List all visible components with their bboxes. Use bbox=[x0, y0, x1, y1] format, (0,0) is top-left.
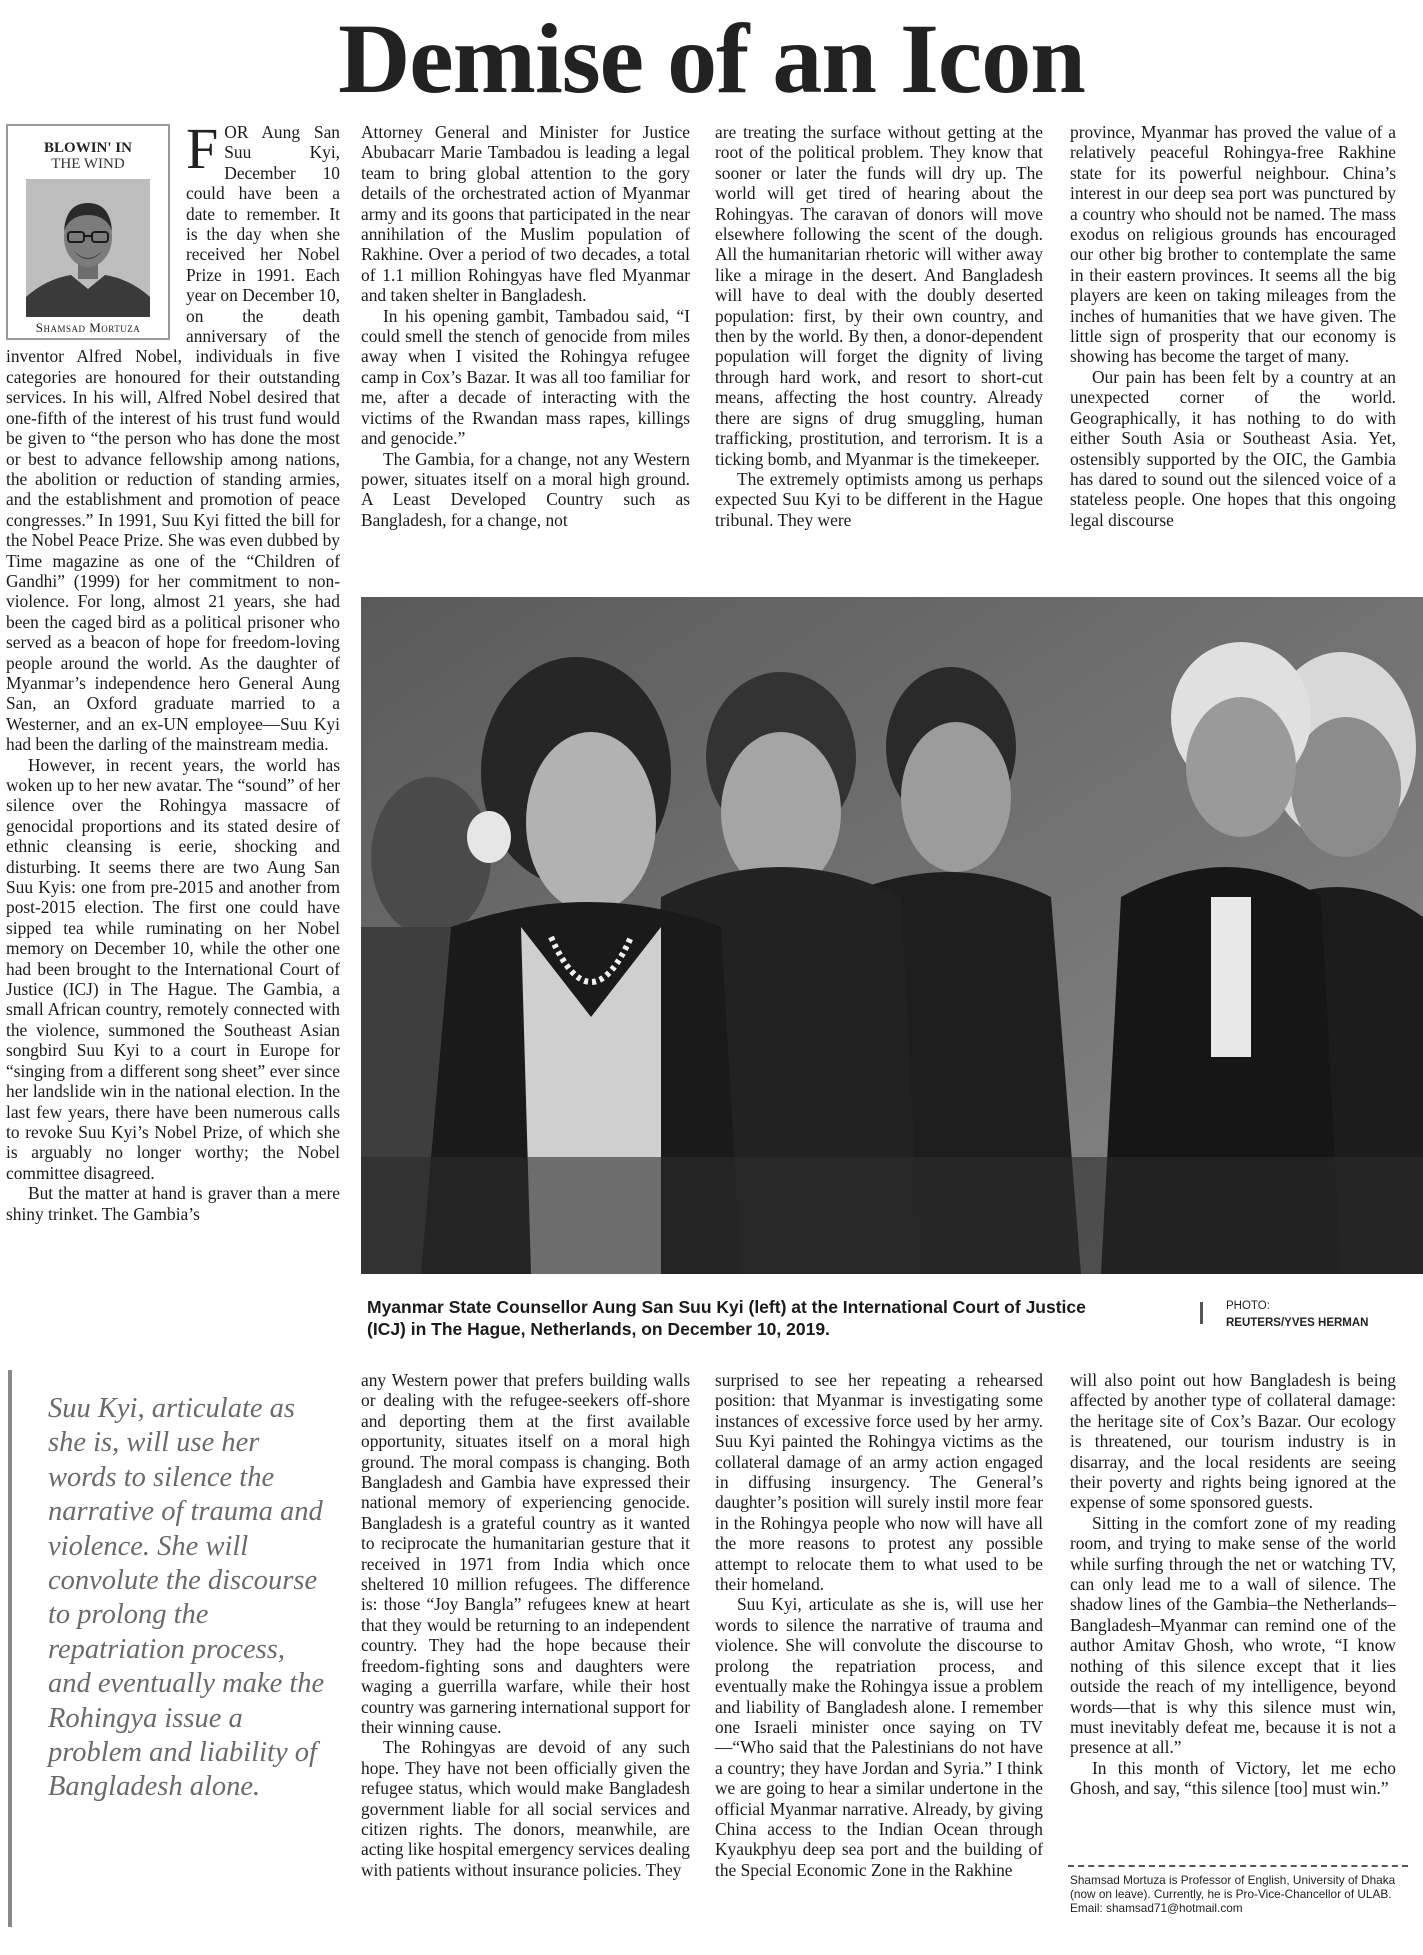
article-paragraph: province, Myanmar has proved the value of a relatively peaceful Rohingya-free Rakhine state for its powerful neighbour. China’s interest in our deep sea port was punctured by a country who should not be named. The mass exodus on religious grounds has encouraged our other big brother to contemplate the same in their eastern provinces. It seems all the big players are keen on taking mileages from the inches of humanities that we have given. The little sign of prosperity that our economy is showing has become the target of many. bbox=[1070, 122, 1396, 367]
article-column-3 bbox=[715, 122, 1043, 530]
article-paragraph: But the matter at hand is graver than a mere shiny trinket. The Gambia’s bbox=[6, 1183, 340, 1224]
article-column-2 bbox=[361, 122, 690, 530]
author-bio: Shamsad Mortuza is Professor of English, University of Dhaka (now on leave). Currently, he is Pro-Vice-Chancellor of ULAB. Email: shamsad71@hotmail.com bbox=[1070, 1873, 1396, 1915]
author-name: Shamsad Mortuza bbox=[35, 320, 141, 335]
column-name-sub: THE WIND bbox=[51, 156, 125, 172]
article-column-4 bbox=[1070, 122, 1396, 530]
article-paragraph: FOR Aung San Suu Kyi, December 10 could have been a date to remember. It is the day when she received her Nobel Prize in 1991. Each year on December 10, on the death anniversary of the inventor Alfred Nobel, individuals in five categories are honoured for their outstanding services. In his will, Alfred Nobel desired that one-fifth of the interest of his trust fund would be given to “the person who has done the most or best to advance fellowship among nations, the abolition or reduction of standing armies, and the establishment and promotion of peace congresses.” In 1991, Suu Kyi fitted the bill for the Nobel Peace Prize. She was even dubbed by Time magazine as one of the “Children of Gandhi” (1999) for her commitment to non-violence. For long, almost 21 years, she had been the caged bird as a political prisoner who served as a beacon of hope for freedom-loving people around the world. As the daughter of Myanmar’s independence hero General Aung San, an Oxford graduate married to a Westerner, and an ex-UN employee—Suu Kyi had been the darling of the mainstream media. bbox=[6, 116, 340, 755]
column-name: BLOWIN' IN bbox=[44, 140, 132, 156]
article-paragraph: any Western power that prefers building walls or dealing with the refugee-seekers off-shore and deporting them at the first available opportunity, situates itself on a moral high ground. The moral compass is changing. Both Bangladesh and Gambia have expressed their national memory of experiencing genocide. Bangladesh is a grateful country as it wanted to reciprocate the humanitarian gesture that it received in 1971 from India which once sheltered 10 million refugees. The difference is: those “Joy Bangla” refugees knew at heart that they would be returning to an independent country. They had the hope because their freedom-fighting sons and daughters were waging a guerrilla warfare, while their host country was garnering international support for their winning cause. bbox=[361, 1370, 690, 1737]
pullquote-rule bbox=[8, 1370, 12, 1927]
article-paragraph: The extremely optimists among us perhaps expected Suu Kyi to be different in the Hague tribunal. They were bbox=[715, 468, 1043, 530]
article-paragraph: Sitting in the comfort zone of my reading room, and trying to make sense of the world while surfing through the net or watching TV, can only lead me to a wall of silence. The shadow lines of the Gambia–the Netherlands–Bangladesh–Myanmar can remind one of the author Amitav Ghosh, who wrote, “I know nothing of this silence except that it lies outside the reach of my intelligence, beyond words—that is why this silence must win, must inevitably defeat me, because it is not a presence at all.” bbox=[1070, 1512, 1396, 1758]
article-paragraph: Attorney General and Minister for Justice Abubacarr Marie Tambadou is leading a legal team to bring global attention to the gory details of the orchestrated action of Myanmar army and its goons that participated in the near annihilation of the Muslim population of Rakhine. Over a period of two decades, a total of 1.1 million Rohingyas have fled Myanmar and taken shelter in Bangladesh. bbox=[361, 122, 690, 306]
article-paragraph: In his opening gambit, Tambadou said, “I could smell the stench of genocide from miles away when I visited the Rohingya refugee camp in Cox’s Bazar. It was all too familiar for me, after a decade of interacting with the victims of the Rwandan mass rapes, killings and genocide.” bbox=[361, 305, 690, 449]
article-column-4-continued bbox=[1070, 1370, 1396, 1799]
bio-divider bbox=[1068, 1865, 1408, 1867]
article-paragraph: In this month of Victory, let me echo Ghosh, and say, “this silence [too] must win.” bbox=[1070, 1757, 1396, 1799]
pullquote: Suu Kyi, articulate as she is, will use her words to silence the narrative of trauma and violence. She will convolute the discourse to prolong the repatriation process, and eventually make the Rohingya issue a problem and liability of Bangladesh alone. bbox=[48, 1393, 325, 1803]
article-column-2-continued bbox=[361, 1370, 690, 1880]
article-paragraph: However, in recent years, the world has woken up to her new avatar. The “sound” of her silence over the Rohingya massacre of genocidal proportions and its stated desire of ethnic cleansing is eerie, shocking and disturbing. It seems there are two Aung San Suu Kyis: one from pre-2015 and another from post-2015 election. The first one could have sipped tea while ruminating on her Nobel memory on December 10, while the other one had been brought to the International Court of Justice (ICJ) in The Hague. The Gambia, a small African country, remotely connected with the violence, summoned the Southeast Asian songbird Suu Kyi to a court in Europe for “singing from a different song sheet” ever since her landslide win in the national election. In the last few years, there have been numerous calls to revoke Suu Kyi’s Nobel Prize, of which she is arguably no longer worthy; the Nobel committee disagreed. bbox=[6, 754, 340, 1183]
article-column-3-continued bbox=[715, 1370, 1043, 1880]
credit-divider bbox=[1200, 1302, 1203, 1324]
article-column-1 bbox=[6, 116, 340, 1224]
photo-caption: Myanmar State Counsellor Aung San Suu Kyi (left) at the International Court of Justice (ICJ) in The Hague, Netherlands, on December 10, 2019. bbox=[367, 1297, 1086, 1339]
article-paragraph: The Rohingyas are devoid of any such hope. They have not been officially given the refugee status, which would make Bangladesh government liable for all social services and citizen rights. The donors, meanwhile, are acting like hospital emergency services dealing with patients without insurance policies. They bbox=[361, 1737, 690, 1880]
headline: Demise of an Icon bbox=[338, 3, 1085, 114]
badge-spacer bbox=[6, 122, 186, 340]
article-paragraph: The Gambia, for a change, not any Western power, situates itself on a moral high ground. A Least Developed Country such as Bangladesh, for a change, not bbox=[361, 448, 690, 530]
article-paragraph: Suu Kyi, articulate as she is, will use her words to silence the narrative of trauma and violence. She will convolute the discourse to prolong the repatriation process, and eventually make the Rohingya issue a problem and liability of Bangladesh alone. I remember one Israeli minister once saying on TV—“Who said that the Palestinians do not have a country; they have Jordan and Syria.” I think we are going to hear a similar undertone in the official Myanmar narrative. Already, by giving China access to the Indian Ocean through Kyaukphyu deep sea port and the building of the Special Economic Zone in the Rakhine bbox=[715, 1594, 1043, 1880]
photo-credit-label: PHOTO: bbox=[1226, 1300, 1270, 1312]
photo-credit-source: REUTERS/YVES HERMAN bbox=[1226, 1317, 1369, 1329]
article-paragraph: Our pain has been felt by a country at an unexpected corner of the world. Geographically, it has nothing to do with either South Asia or Southeast Asia. Yet, ostensibly supported by the OIC, the Gambia has dared to sound out the silenced voice of a stateless people. One hopes that this ongoing legal discourse bbox=[1070, 366, 1396, 530]
article-paragraph: will also point out how Bangladesh is being affected by another type of collateral damage: the heritage site of Cox’s Bazar. Our ecology is threatened, our tourism industry is in disarray, and the local residents are seeing their poverty and rights being ignored at the expense of some sponsored guests. bbox=[1070, 1370, 1396, 1513]
article-paragraph: are treating the surface without getting at the root of the political problem. They know that sooner or later the funds will dry up. The world will get tired of hearing about the Rohingyas. The caravan of donors will move elsewhere following the scent of the dough. All the humanitarian rhetoric will wither away like a mirage in the desert. And Bangladesh will have to deal with the doubly deserted population: first, by their own country, and then by the world. By then, a donor-dependent population will forget the dignity of living through hard work, and resort to short-cut means, affecting the host country. Already there are signs of drug smuggling, human trafficking, prostitution, and terrorism. It is a ticking bomb, and Myanmar is the timekeeper. bbox=[715, 122, 1043, 469]
drop-cap: F bbox=[186, 116, 219, 181]
article-paragraph: surprised to see her repeating a rehearsed position: that Myanmar is investigating some instances of excessive force used by her army. Suu Kyi painted the Rohingya victims as the collateral damage of an army action engaged in diffusing insurgency. The General’s daughter’s position will surely instil more fear in the Rohingya people who now will have all the more reasons to protest any possible attempt to relocate them to what used to be their homeland. bbox=[715, 1370, 1043, 1595]
news-photo bbox=[361, 597, 1423, 1274]
